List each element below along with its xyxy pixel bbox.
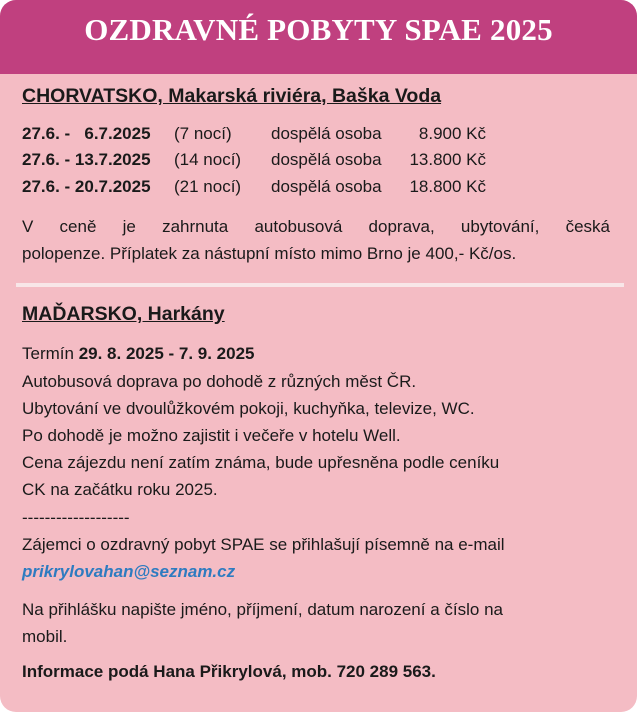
contact-instructions: Na přihlášku napište jméno, příjmení, datum narození a číslo na: [22, 600, 503, 619]
term-label: Termín: [22, 344, 74, 363]
term-dates: 27.6. - 20.7.2025: [22, 177, 151, 196]
croatia-note-line: polopenze. Příplatek za nástupní místo mimo Brno je 400,- Kč/os.: [22, 244, 517, 263]
contact-info: Informace podá Hana Přikrylová, mob. 720 289 563.: [22, 662, 436, 681]
hungary-line: Po dohodě je možno zajistit i večeře v hotelu Well.: [22, 426, 401, 445]
term-row: [22, 177, 486, 197]
email-link[interactable]: prikrylovahan@seznam.cz: [22, 562, 236, 581]
hungary-line: Cena zájezdu není zatím známa, bude upřesněna podle ceníku: [22, 453, 500, 472]
term-nights: (14 nocí): [174, 150, 242, 169]
page-title: OZDRAVNÉ POBYTY SPAE 2025: [84, 12, 553, 47]
term-nights: (7 nocí): [174, 124, 232, 143]
term-row: [22, 150, 486, 170]
hungary-line: Autobusová doprava po dohodě z různých měst ČR.: [22, 372, 417, 391]
term-row: [22, 124, 486, 144]
term-person: dospělá osoba: [271, 150, 382, 169]
contact-intro: Zájemci o ozdravný pobyt SPAE se přihlašují písemně na e-mail: [22, 535, 505, 554]
term-dates: 29. 8. 2025 - 7. 9. 2025: [78, 344, 255, 363]
croatia-note-line: V ceně je zahrnuta autobusová doprava, ubytování, česká: [22, 217, 610, 236]
term-person: dospělá osoba: [271, 177, 382, 196]
section-divider: [16, 283, 624, 287]
term-price: 8.900 Kč: [418, 124, 486, 143]
hungary-line: CK na začátku roku 2025.: [22, 480, 218, 499]
hungary-line: Ubytování ve dvoulůžkovém pokoji, kuchyňka, televize, WC.: [22, 399, 475, 418]
croatia-heading: CHORVATSKO, Makarská riviéra, Baška Voda: [22, 85, 442, 107]
dash-separator: -------------------: [22, 508, 130, 527]
term-price: 13.800 Kč: [409, 150, 486, 169]
term-dates: 27.6. - 6.7.2025: [22, 124, 151, 143]
term-person: dospělá osoba: [271, 124, 382, 143]
contact-instructions: mobil.: [22, 627, 68, 646]
title-banner: [0, 0, 637, 74]
term-price: 18.800 Kč: [409, 177, 486, 196]
term-nights: (21 nocí): [174, 177, 242, 196]
hungary-heading: MAĎARSKO, Harkány: [22, 303, 225, 325]
term-dates: 27.6. - 13.7.2025: [22, 150, 151, 169]
hungary-term: [22, 344, 255, 364]
